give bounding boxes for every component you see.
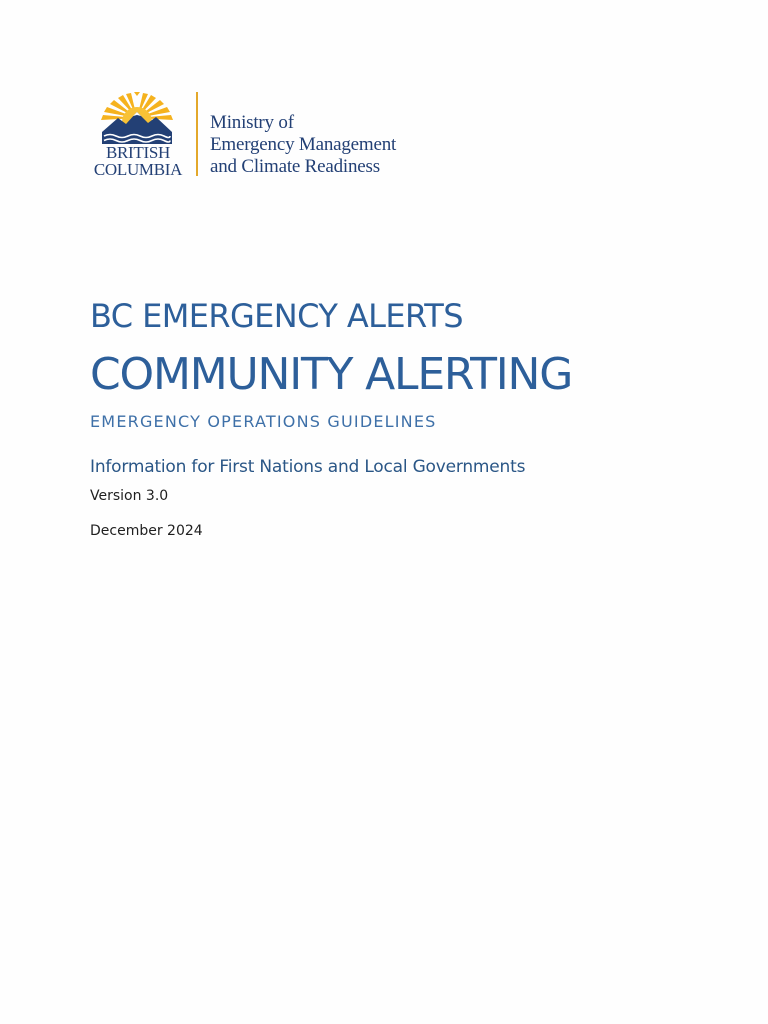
province-name-line-1: BRITISH (105, 143, 171, 162)
sun-mountain-icon (98, 92, 176, 144)
document-title-line-1: BC EMERGENCY ALERTS (90, 297, 463, 335)
province-name-line-2: COLUMBIA (93, 160, 183, 179)
ministry-name-line-1: Ministry of (210, 112, 294, 133)
document-subtitle: EMERGENCY OPERATIONS GUIDELINES (90, 412, 437, 431)
logo-divider (196, 92, 198, 176)
bc-wordmark (90, 144, 186, 178)
ministry-name-line-2: Emergency Management (210, 134, 397, 155)
ministry-name (210, 112, 396, 178)
bc-emblem (90, 92, 186, 180)
document-audience: Information for First Nations and Local Governments (90, 457, 526, 477)
document-date: December 2024 (90, 523, 203, 539)
document-title-line-2: COMMUNITY ALERTING (90, 349, 573, 400)
ministry-name-line-3: and Climate Readiness (210, 156, 380, 177)
government-logo (90, 90, 420, 182)
document-version: Version 3.0 (90, 488, 169, 504)
